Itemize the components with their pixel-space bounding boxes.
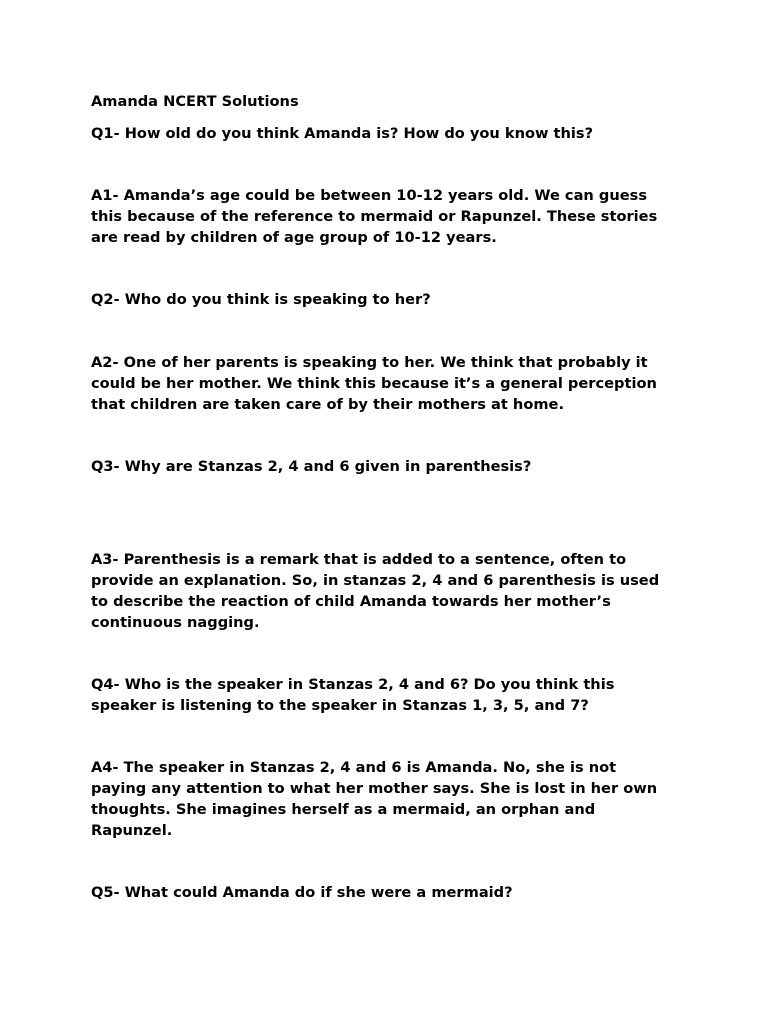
question-3: Q3- Why are Stanzas 2, 4 and 6 given in parenthesis? <box>91 458 532 475</box>
question-4-line-2: speaker is listening to the speaker in Stanzas 1, 3, 5, and 7? <box>91 697 589 714</box>
answer-3-line-2: provide an explanation. So, in stanzas 2, 4 and 6 parenthesis is used <box>91 572 660 589</box>
answer-4-line-2: paying any attention to what her mother says. She is lost in her own <box>91 780 658 797</box>
answer-3-line-4: continuous nagging. <box>91 614 260 631</box>
question-1: Q1- How old do you think Amanda is? How do you know this? <box>91 125 594 142</box>
document-title: Amanda NCERT Solutions <box>91 93 299 110</box>
answer-1-line-3: are read by children of age group of 10-12 years. <box>91 229 497 246</box>
answer-2-line-3: that children are taken care of by their mothers at home. <box>91 396 564 413</box>
answer-1-line-2: this because of the reference to mermaid or Rapunzel. These stories <box>91 208 658 225</box>
answer-4-line-3: thoughts. She imagines herself as a mermaid, an orphan and <box>91 801 596 818</box>
question-5: Q5- What could Amanda do if she were a mermaid? <box>91 884 513 901</box>
answer-2-line-2: could be her mother. We think this because it’s a general perception <box>91 375 657 392</box>
answer-3-line-1: A3- Parenthesis is a remark that is added to a sentence, often to <box>91 551 627 568</box>
answer-3-line-3: to describe the reaction of child Amanda towards her mother’s <box>91 593 611 610</box>
answer-4-line-1: A4- The speaker in Stanzas 2, 4 and 6 is Amanda. No, she is not <box>91 759 617 776</box>
answer-1-line-1: A1- Amanda’s age could be between 10-12 years old. We can guess <box>91 187 648 204</box>
answer-4-line-4: Rapunzel. <box>91 822 173 839</box>
question-4-line-1: Q4- Who is the speaker in Stanzas 2, 4 and 6? Do you think this <box>91 676 615 693</box>
question-2: Q2- Who do you think is speaking to her? <box>91 291 431 308</box>
answer-2-line-1: A2- One of her parents is speaking to her. We think that probably it <box>91 354 648 371</box>
